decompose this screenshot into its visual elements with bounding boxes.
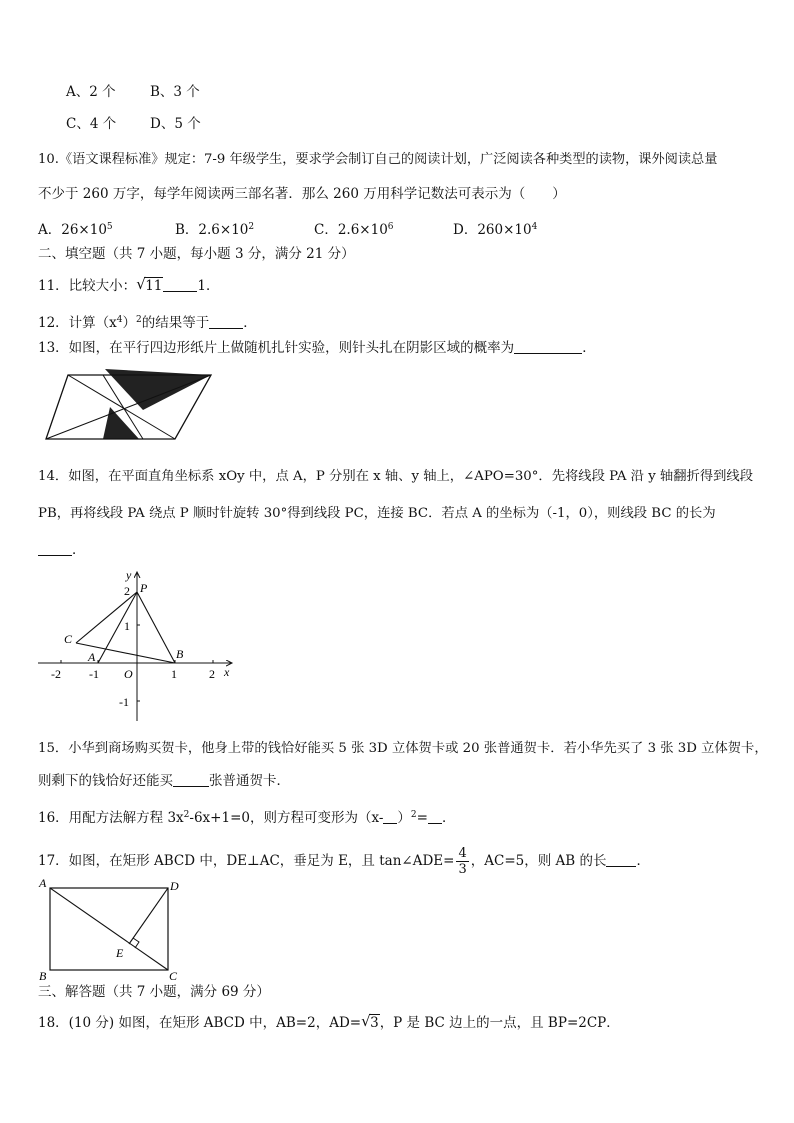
point-c-label: C [64, 632, 73, 646]
q11-text: 11．比较大小： √ 11 1． [38, 275, 220, 294]
q10-option-c: C．$2.6\times 10^6$ [314, 222, 394, 238]
point-b-label: B [176, 647, 184, 661]
y-axis-label: y [126, 568, 132, 582]
sqrt-symbol: √ 3 [361, 1012, 379, 1031]
q9-option-a: A、2 个 [66, 84, 116, 100]
ytick-neg1: -1 [119, 695, 129, 709]
q16-answer-blank-2 [428, 810, 442, 824]
segment-pa [98, 592, 137, 663]
q17-answer-blank [606, 853, 636, 867]
q15-text-line1: 15．小华到商场购买贺卡，他身上带的钱恰好能买 5 张 3D 立体贺卡或 20 张普通贺卡．若小华先买了 3 张 3D 立体贺卡， [38, 741, 768, 756]
q11-answer-blank [163, 278, 197, 292]
q10-option-d: D．$260\times 10^4$ [453, 222, 538, 238]
q10-text-line1: 10.《语文课程标准》规定：7-9 年级学生，要求学会制订自己的阅读计划，广泛阅读各种类型的读物，课外阅读总量 [38, 152, 718, 167]
q10-option-a: A．$26\times 10^5$ [38, 222, 113, 238]
ytick-2: 2 [124, 584, 130, 598]
q9-option-b: B、3 个 [150, 84, 200, 100]
q10-option-b: B．$2.6\times 10^2$ [175, 222, 255, 238]
q14-text-line2: PB，再将线段 PA 绕点 P 顺时针旋转 30°得到线段 PC，连接 BC．若点 A 的坐标为（-1，0），则线段 BC 的长为 [38, 506, 716, 521]
q14-text-line3: ． [38, 541, 86, 559]
section-fill-in-heading: 二、填空题（共 7 小题，每小题 3 分，满分 21 分） [38, 246, 355, 262]
q16-answer-blank-1 [383, 810, 397, 824]
q15-text-line2: 则剩下的钱恰好还能买 张普通贺卡． [38, 773, 290, 789]
point-p-label: P [140, 581, 148, 595]
xtick-2: 2 [209, 667, 215, 681]
point-b-label: B [39, 969, 47, 983]
q9-option-c: C、4 个 [66, 116, 117, 132]
q12-text: 12．计算$(x^4)^2$的结果等于 ． [38, 315, 257, 331]
origin-label: O [124, 667, 133, 681]
section-answer-heading: 三、解答题（共 7 小题，满分 69 分） [38, 984, 270, 1000]
xtick-1: 1 [171, 667, 177, 681]
q15-answer-blank [173, 773, 209, 787]
q14-text-line1: 14．如图，在平面直角坐标系 xOy 中，点 A，P 分别在 x 轴、y 轴上，∠APO=30°．先将线段 PA 沿 y 轴翻折得到线段 [38, 469, 754, 484]
xtick-neg1: -1 [89, 667, 99, 681]
q10-text-line2: 不少于 260 万字，每学年阅读两三部名著．那么 260 万用科学记数法可表示为（ ） [38, 186, 566, 202]
q16-text: 16．用配方法解方程 $3x^2-6x+1=0$，则方程可变形为（x- ）$^2$= ． [38, 810, 456, 826]
ytick-1: 1 [124, 619, 130, 633]
segment-pb [137, 592, 175, 663]
point-e-label: E [116, 946, 124, 960]
q17-text: 17．如图，在矩形 ABCD 中，DE⊥AC，垂足为 E，且 tan∠ADE= $\frac{4}{3}$ ，AC=5，则 AB 的长 ． [38, 846, 650, 877]
point-a-label: A [88, 650, 96, 664]
segment-pc [76, 592, 137, 643]
q9-option-d: D、5 个 [150, 116, 201, 132]
xtick-neg2: -2 [51, 667, 61, 681]
q13-text: 13．如图，在平行四边形纸片上做随机扎针实验，则针头扎在阴影区域的概率为 ． [38, 340, 596, 356]
rectangle-figure [34, 872, 184, 986]
q12-answer-blank [209, 315, 243, 329]
coordinate-figure [36, 566, 240, 724]
diagonal-ac [50, 888, 168, 970]
point-d-label: D [170, 879, 179, 893]
q14-answer-blank [38, 542, 72, 556]
point-a-label: A [39, 876, 47, 890]
sqrt-symbol: √ 11 [136, 275, 163, 294]
parallelogram-figure [40, 362, 240, 444]
shaded-region-bottom [103, 407, 139, 439]
segment-de [129, 888, 168, 944]
x-axis-label: x [224, 665, 230, 679]
q13-answer-blank [514, 340, 582, 354]
point-c-label: C [169, 969, 178, 983]
fraction-4-3: $\frac{4}{3}$ [458, 846, 467, 877]
q18-text: 18．(10 分) 如图，在矩形 ABCD 中，AB=2，AD= √ 3，P 是 BC 边上的一点，且 BP=2CP． [38, 1012, 620, 1031]
